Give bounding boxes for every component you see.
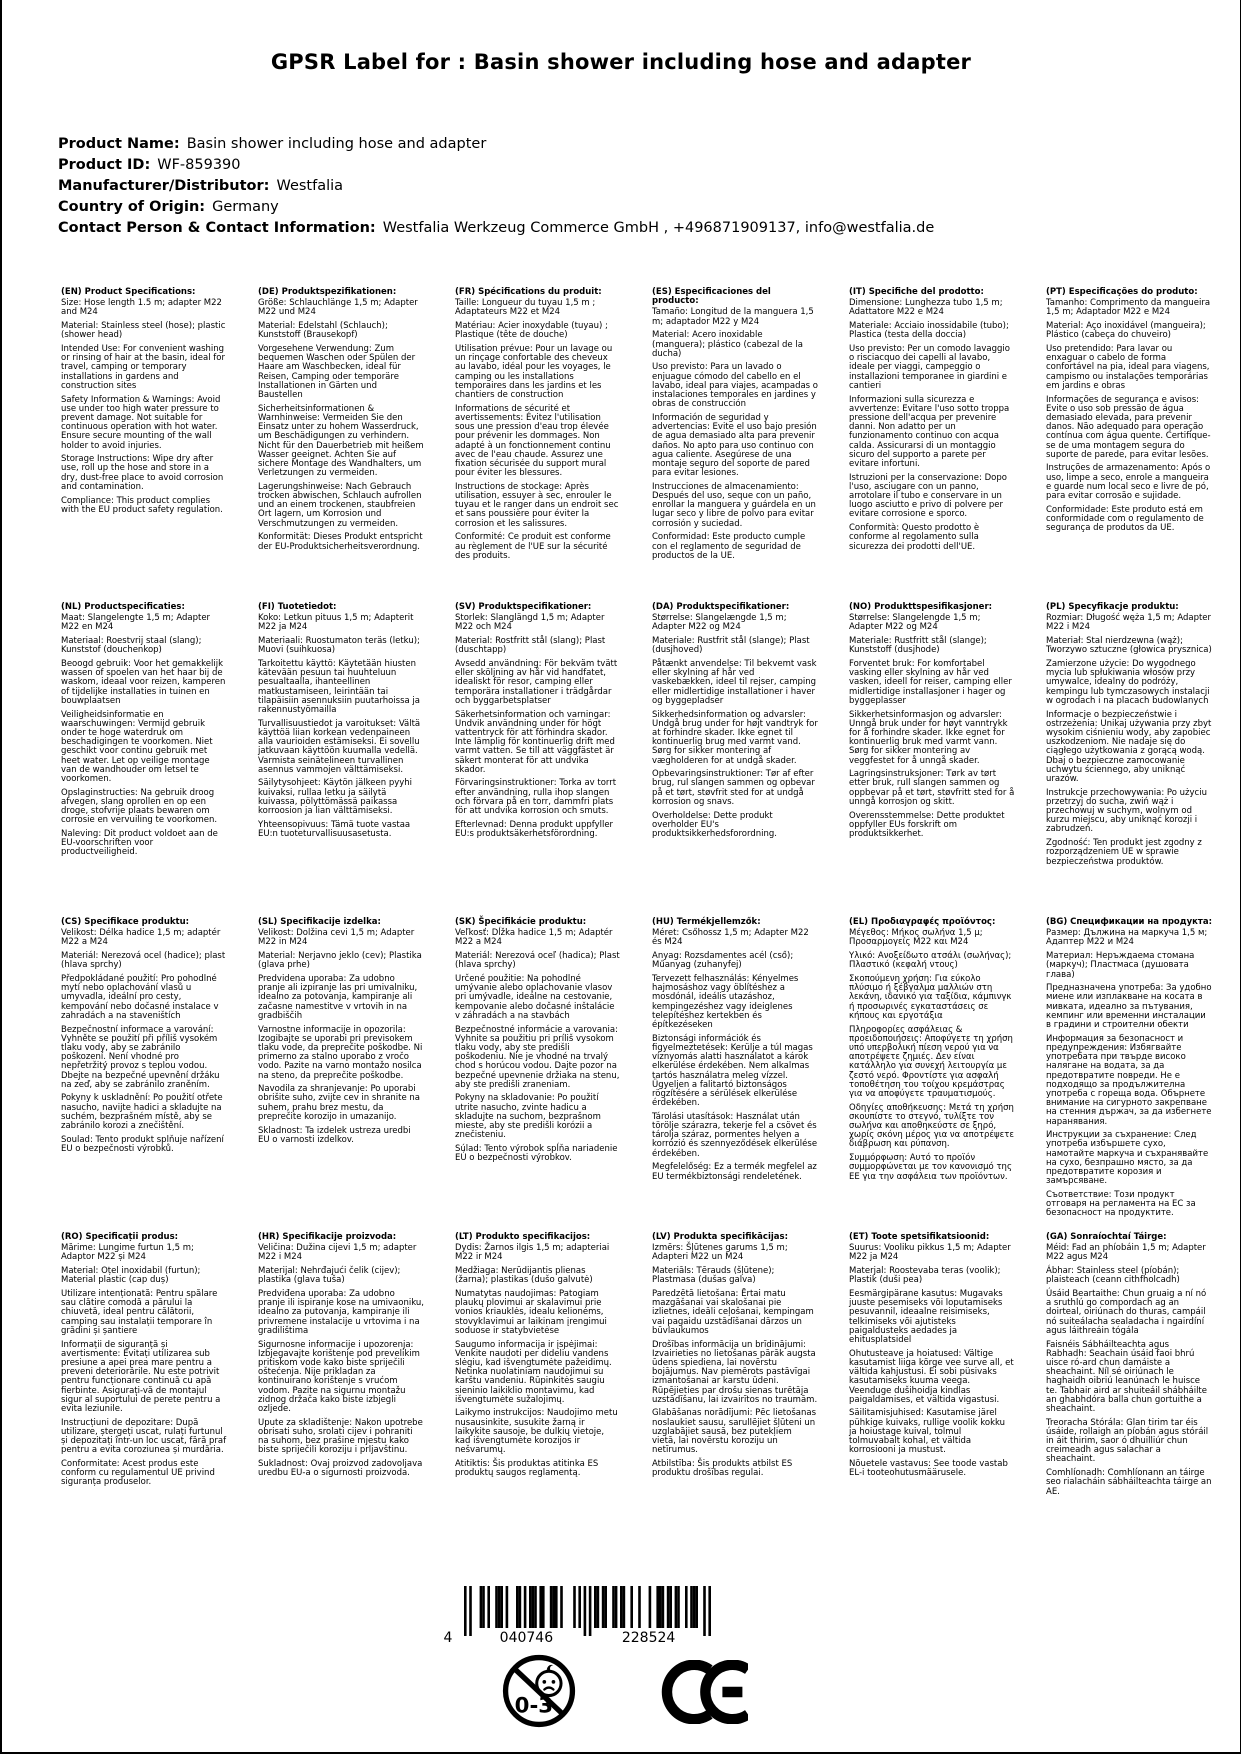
lang-section-cs [61, 918, 227, 1223]
section-paragraph: Comhlíonadh: Comhlíonann an táirge seo rialacháin sábháilteachta táirge an AE. [1046, 1468, 1212, 1497]
section-paragraph: Materjal: Roostevaba teras (voolik); Plastik (duši pea) [849, 1266, 1001, 1286]
section-header: (FR) Spécifications du produit: [455, 287, 602, 297]
section-paragraph: Size: Hose length 1.5 m; adapter M22 and M24 [61, 298, 222, 318]
section-paragraph: Materiale: Rustfrit stål (slange); Plast (dusjhoved) [652, 636, 810, 656]
lang-section-sk [455, 918, 621, 1223]
section-paragraph: Materiaal: Roestvrij staal (slang); Kunststof (douchenkop) [61, 636, 202, 656]
section-paragraph: Medžiaga: Nerūdijantis plienas (žarna); plastikas (dušo galvutė) [455, 1266, 593, 1286]
section-paragraph: Material: Rostfritt stål (slang); Plast (duschtapp) [455, 636, 606, 656]
section-paragraph: Pokyny k uskladnění: Po použití otřete nasucho, navijte hadici a skladujte na suchém, bezprašném místě, aby se zabránilo korozi a znečištění. [61, 1093, 223, 1132]
section-paragraph: Größe: Schlauchlänge 1,5 m; Adapter M22 und M24 [258, 298, 418, 318]
section-header: (LV) Produkta specifikācijas: [652, 1232, 788, 1242]
lang-section-en [61, 288, 227, 565]
section-paragraph: Méid: Fad an phíobáin 1,5 m; Adapter M22 agus M24 [1046, 1243, 1206, 1263]
section-paragraph: Veľkosť: Dĺžka hadice 1,5 m; Adaptér M22 a M24 [455, 928, 613, 948]
section-paragraph: Informacje o bezpieczeństwie i ostrzeżenia: Unikaj używania przy zbyt wysokim ciśnieniu wody, aby zapobiec uszkodzeniom. Nie nadaje się do ciągłego użytkowania z gorącą wodą. Dbaj o bezpieczne zamocowanie uchwytu ściennego, aby uniknąć urazów. [1046, 709, 1212, 784]
section-paragraph: Turvallisuustiedot ja varoitukset: Vältä käyttöä liian korkean vedenpaineen alla vaurioiden estämiseksi. Ei sovellu jatkuvaan käyttöön kuumalla vedellä. Varmista seinätelineen turvallinen asennus vammojen välttämiseksi. [258, 718, 421, 775]
section-paragraph: Rozmiar: Długość węża 1,5 m; Adapter M22 i M24 [1046, 613, 1212, 633]
section-paragraph: Información de seguridad y advertencias: Evite el uso bajo presión de agua demasiado alta para prevenir daños. No apto para uso continuo con agua caliente. Asegúrese de una montaje seguro del soporte de pared para evitar lesiones. [652, 412, 817, 479]
lang-section-fr [455, 288, 621, 565]
lang-section-ro [61, 1233, 227, 1501]
section-paragraph: Υλικό: Ανοξείδωτο ατσάλι (σωλήνας); Πλαστικό (κεφαλή ντους) [849, 951, 1012, 971]
product-info-line [58, 218, 934, 239]
section-header: (DE) Produktspezifikationen: [258, 287, 397, 297]
lang-section-sv [455, 603, 621, 871]
section-paragraph: Предназначена употреба: За удобно миене или изплакване на косата в мивката, идеално за пътувания, кемпинг или временни инсталации в градини и строителни обекти [1046, 983, 1212, 1031]
lang-section-de [258, 288, 424, 565]
section-paragraph: Säilitamisjuhised: Kasutamise järel pühkige kuivaks, rullige voolik kokku ja hoiustage kuival, tolmul tolmuvabalt kohal, et vältida korrosiooni ja mustust. [849, 1408, 1006, 1456]
section-paragraph: Drošības informācija un brīdinājumi: Izvairieties no lietošanas pārāk augsta ūdens spiediena, lai novērstu bojājumus. Nav piemērots pastāvīgai izmantošanai ar karstu ūdeni. Rūpējieties par drošu sienas turētāja uzstādīšanu, lai izvairītos no traumām. [652, 1339, 818, 1405]
section-paragraph: Laikymo instrukcijos: Naudojimo metu nusausinkite, susukite žarną ir laikykite sausoje, be dulkių vietoje, kad išvengtumėte korozijos ir nešvarumų. [455, 1408, 618, 1456]
section-paragraph: Tervezett felhasználás: Kényelmes hajmosáshoz vagy öblítéshez a mosdónál, ideális utazáshoz, kempingezéshez vagy ideiglenes telepítéshez kertekben és építkezéseken [652, 974, 799, 1031]
lang-section-pt [1046, 288, 1212, 565]
section-paragraph: Инструкции за съхранение: След употреба избършете сухо, намотайте маркуча и съхранявайте на сухо, безпрашно място, за да предотвратите корозия и замърсяване. [1046, 1130, 1209, 1187]
section-paragraph: Ábhar: Stainless steel (píobán); plaisteach (ceann cithfholcadh) [1046, 1266, 1180, 1286]
section-paragraph: Материал: Неръждаема стомана (маркуч); Пластмаса (душовата глава) [1046, 951, 1195, 980]
section-paragraph: Bezpečnostné informácie a varovania: Vyhnite sa použitiu pri príliš vysokom tlaku vody, aby ste predišli poškodeniu. Nie je vhodné na trvalý chod s horúcou vodou. Dajte pozor na bezpečné upevnenie držiaka na stenu, aby ste predišli zraneniam. [455, 1024, 620, 1090]
section-header: (BG) Спецификации на продукта: [1046, 917, 1212, 927]
section-header: (SV) Produktspecifikationer: [455, 602, 592, 612]
product-info-line [58, 155, 934, 176]
barcode-bars [438, 1586, 738, 1650]
page-title: GPSR Label for : Basin shower including hose and adapter [270, 50, 972, 74]
section-paragraph: Izmērs: Šļūtenes garums 1,5 m; Adapteri M22 un M24 [652, 1243, 788, 1263]
section-paragraph: Materiał: Stal nierdzewna (wąż); Tworzywo sztuczne (głowica prysznica) [1046, 636, 1212, 656]
section-paragraph: Materiale: Rustfritt stål (slange); Kunststoff (dusjhode) [849, 636, 987, 656]
section-paragraph: Faisnéis Sábháilteachta agus Rabhadh: Seachain úsáid faoi bhrú uisce ró-ard chun damáiste a sheachaint. Níl sé oiriúnach le haghaidh oibriú leanúnach le huisce te. Tabhair aird ar shuiteáil shábháilte an ghabhdóra balla chun gortuithe a sheachaint. [1046, 1339, 1207, 1414]
section-paragraph: Instrucțiuni de depozitare: După utilizare, ștergeți uscat, rulați furtunul și depozitați într-un loc uscat, fără praf pentru a evita coroziunea și murdăria. [61, 1417, 227, 1456]
product-info-label: Manufacturer/Distributor: [58, 178, 270, 194]
section-paragraph: Tamanho: Comprimento da mangueira 1,5 m; Adaptador M22 e M24 [1046, 298, 1211, 318]
lang-section-el [849, 918, 1015, 1223]
section-paragraph: Størrelse: Slangelængde 1,5 m; Adapter M22 og M24 [652, 613, 787, 633]
section-paragraph: Informations de sécurité et avertissements: Évitez l'utilisation sous une pression d'eau trop élevée pour prévenir les dommages. Non adapté à un fonctionnement continu avec de l'eau chaude. Assurez une fixation sécurisée du support mural pour éviter les blessures. [455, 403, 611, 479]
section-paragraph: Informazioni sulla sicurezza e avvertenze: Evitare l'uso sotto troppa pressione dell'acqua per prevenire danni. Non adatto per un funzionamento continuo con acqua calda. Assicurarsi di un montaggio sicuro del supporto a parete per evitare infortuni. [849, 394, 1010, 469]
section-header: (EN) Product Specifications: [61, 287, 196, 297]
lang-section-pl [1046, 603, 1212, 871]
section-paragraph: Glabāšanas norādījumi: Pēc lietošanas noslaukiet sausu, sarullējiet šļūteni un uzglabājiet sausā, bez putekļiem vietā, lai novērstu koroziju un netīrumus. [652, 1408, 817, 1456]
product-info-value: Westfalia Werkzeug Commerce GmbH , +496871909137, info@westfalia.de [382, 220, 935, 236]
section-paragraph: Uso previsto: Para un lavado o enjuague cómodo del cabello en el lavabo, ideal para viajes, acampadas o instalaciones temporales en jardines y obras de construcción [652, 362, 819, 410]
section-paragraph: Veličina: Dužina cijevi 1,5 m; adapter M22 i M24 [258, 1243, 417, 1263]
section-paragraph: Méret: Csőhossz 1,5 m; Adapter M22 és M24 [652, 928, 809, 948]
section-paragraph: Conformité: Ce produit est conforme au règlement de l'UE sur la sécurité des produits. [455, 532, 611, 561]
section-paragraph: Suurus: Vooliku pikkus 1,5 m; Adapter M22 ja M24 [849, 1243, 1011, 1263]
age-warning-label: 0-3 [514, 1693, 554, 1719]
product-info-value: WF-859390 [157, 157, 241, 173]
lang-section-hu [652, 918, 818, 1223]
section-paragraph: Materiaali: Ruostumaton teräs (letku); Muovi (suihkuosa) [258, 636, 420, 656]
age-warning-0-3-icon [501, 1653, 577, 1729]
section-paragraph: Sicherheitsinformationen & Warnhinweise: Vermeiden Sie den Einsatz unter zu hohem Wasserdruck, um Beschädigungen zu verhindern. Nicht für den Dauerbetrieb mit heißem Wasser geeignet. Achten Sie auf sichere Montage des Wandhalters, um Verletzungen zu vermeiden. [258, 403, 424, 479]
section-paragraph: Určené použitie: Na pohodlné umývanie alebo oplachovanie vlasov pri umývadle, ideálne na cestovanie, kempovanie alebo dočasné inštalácie v záhradách a na stavbách [455, 974, 615, 1021]
section-header: (NO) Produkttspesifikasjoner: [849, 602, 993, 612]
lang-section-no [849, 603, 1015, 871]
section-paragraph: Predvidena uporaba: Za udobno pranje ali izpiranje las pri umivalniku, idealno za potovanja, kampiranje ali začasne namestitve v vrtovih in na gradbiščih [258, 974, 418, 1021]
section-paragraph: Opslaginstructies: Na gebruik droog afvegen, slang oprollen en op een droge, stofvrije plaats bewaren om corrosie en vervuiling te voorkomen. [61, 787, 218, 826]
section-paragraph: Material: Oțel inoxidabil (furtun); Material plastic (cap duș) [61, 1266, 201, 1286]
barcode-digits: 4 [443, 1630, 453, 1646]
lang-section-it [849, 288, 1015, 565]
section-paragraph: Materiāls: Tērauds (šļūtene); Plastmasa (dušas galva) [652, 1266, 775, 1286]
section-paragraph: Varnostne informacije in opozorila: Izogibajte se uporabi pri previsokem tlaku vode, da preprečite poškodbe. Ni primerno za stalno uporabo z vročo vodo. Pazite na varno montažo nosilca na steno, da preprečite poškodbe. [258, 1024, 423, 1081]
section-paragraph: Opbevaringsinstruktioner: Tør af efter brug, rul slangen sammen og opbevar på et tørt, støvfrit sted for at undgå korrosion og snavs. [652, 769, 815, 807]
section-header: (GA) Sonraíochtaí Táirge: [1046, 1232, 1167, 1242]
lang-section-sl [258, 918, 424, 1223]
section-header: (LT) Produkto specifikacijos: [455, 1232, 591, 1242]
section-paragraph: Instrukcje przechowywania: Po użyciu przetrzyj do sucha, zwiń wąż i przechowuj w suchym, wolnym od kurzu miejscu, aby uniknąć korozji i zabrudzeń. [1046, 787, 1207, 835]
product-info-label: Country of Origin: [58, 199, 206, 215]
ce-mark-icon [660, 1660, 748, 1724]
section-paragraph: Μέγεθος: Μήκος σωλήνα 1,5 μ; Προσαρμογείς M22 και M24 [849, 928, 983, 948]
lang-section-lt [455, 1233, 621, 1501]
section-paragraph: Safety Information & Warnings: Avoid use under too high water pressure to prevent damage. Not suitable for continuous operation with hot water. Ensure secure mounting of the wall holder to avoid injuries. [61, 394, 221, 451]
section-header: (CS) Specifikace produktu: [61, 917, 190, 927]
section-paragraph: Istruzioni per la conservazione: Dopo l'uso, asciugare con un panno, arrotolare il tubo e conservare in un luogo asciutto e privo di polvere per evitare corrosione e sporco. [849, 472, 1007, 520]
section-paragraph: Upute za skladištenje: Nakon upotrebe obrisati suho, srolati cijev i pohraniti na suhom, bez prašine mjestu kako biste spriječili koroziju i prljavštinu. [258, 1417, 423, 1456]
section-paragraph: Uso pretendido: Para lavar ou enxaguar o cabelo de forma confortável na pia, ideal para viagens, campismo ou instalações temporárias em jardins e obras [1046, 344, 1210, 391]
product-info-value: Westfalia [276, 178, 344, 194]
section-paragraph: Taille: Longueur du tuyau 1,5 m ; Adaptateurs M22 et M24 [455, 298, 596, 318]
product-info-label: Contact Person & Contact Information: [58, 220, 376, 236]
section-paragraph: Material: Edelstahl (Schlauch); Kunststoff (Brausekopf) [258, 321, 388, 341]
ean-barcode [438, 1586, 738, 1650]
section-paragraph: Dydis: Žarnos ilgis 1,5 m; adapteriai M22 ir M24 [455, 1243, 610, 1263]
lang-section-lv [652, 1233, 818, 1501]
section-header: (ES) Especificaciones del producto: [652, 287, 771, 307]
section-paragraph: Úsáid Beartaithe: Chun gruaig a ní nó a sruthlú go compordach ag an doirteal, oiriúnach do thuras, campáil nó suiteálacha sealadacha i ngairdíní agus láithreáin tógála [1046, 1289, 1207, 1336]
section-paragraph: Naleving: Dit product voldoet aan de EU-voorschriften voor productveiligheid. [61, 828, 218, 858]
section-header: (PT) Especificações do produto: [1046, 287, 1198, 297]
section-header: (HR) Specifikacije proizvoda: [258, 1232, 397, 1242]
product-info-value: Germany [212, 199, 279, 215]
section-header: (PL) Specyfikacje produktu: [1046, 602, 1179, 612]
section-paragraph: Förvaringsinstruktioner: Torka av torrt efter användning, rulla ihop slangen och förvara på en torr, dammfri plats för att undvika korrosion och smuts. [455, 778, 617, 817]
section-paragraph: Sikkerhetsinformasjon og advarsler: Unngå bruk under for høyt vanntrykk for å forhindre skader. Ikke egnet for kontinuerlig bruk med varmt vann. Sørg for sikker montering av veggfestet for å unngå skader. [849, 709, 1008, 766]
section-paragraph: Koko: Letkun pituus 1,5 m; Adapterit M22 ja M24 [258, 613, 414, 633]
section-header: (NL) Productspecificaties: [61, 602, 185, 612]
section-paragraph: Uso previsto: Per un comodo lavaggio o risciacquo dei capelli al lavabo, ideale per viaggi, campeggio o installazioni temporanee in giardini e cantieri [849, 344, 1010, 391]
section-paragraph: Velikost: Dolžina cevi 1,5 m; Adapter M22 in M24 [258, 928, 415, 948]
product-info-line [58, 197, 934, 218]
language-sections-row-4 [61, 1233, 1212, 1501]
product-info-line [58, 134, 934, 155]
section-paragraph: Lagerungshinweise: Nach Gebrauch trocken abwischen, Schlauch aufrollen und an einem trockenen, staubfreien Ort lagern, um Korrosion und Verschmutzungen zu vermeiden. [258, 481, 422, 529]
section-paragraph: Paredzētā lietošana: Ērtai matu mazgāšanai vai skalošanai pie izlietnes, ideāli ceļošanai, kempingam vai pagaidu uzstādīšanai dārzos un būvlaukumos [652, 1289, 814, 1336]
section-paragraph: Tarkoitettu käyttö: Käytetään hiusten kätevään pesuun tai huuhteluun pesualtaalla, ihanteellinen matkustamiseen, leirintään tai tilapäisiin asennuksiin puutarhoissa ja rakennustyömailla [258, 659, 421, 716]
section-paragraph: Nõuetele vastavus: See toode vastab EL-i tooteohutusmäärusele. [849, 1458, 1008, 1479]
section-paragraph: Dimensione: Lunghezza tubo 1,5 m; Adattatore M22 e M24 [849, 298, 1003, 318]
section-paragraph: Navodila za shranjevanje: Po uporabi obrišite suho, zvijte cev in shranite na suhem, prahu brez mestu, da preprečite korozijo in umazanijo. [258, 1084, 421, 1122]
section-paragraph: Material: Acero inoxidable (manguera); plástico (cabezal de la ducha) [652, 330, 803, 359]
section-paragraph: Instruções de armazenamento: Após o uso, limpe a seco, enrole a mangueira e guarde num local seco e livre de pó, para evitar corrosão e sujidade. [1046, 463, 1211, 502]
section-paragraph: Materijal: Nehrđajući čelik (cijev); plastika (glava tuša) [258, 1266, 401, 1286]
section-paragraph: Conformità: Questo prodotto è conforme al regolamento sulla sicurezza dei prodotti dell'UE. [849, 523, 980, 552]
section-paragraph: Material: Stainless steel (hose); plastic (shower head) [61, 321, 226, 341]
language-sections-row-3 [61, 918, 1212, 1223]
section-paragraph: Instrucciones de almacenamiento: Después del uso, seque con un paño, enrollar la manguera y guárdela en un lugar seco y libre de polvo para evitar corrosión y suciedad. [652, 481, 816, 529]
section-paragraph: Sukladnost: Ovaj proizvod zadovoljava uredbu EU-a o sigurnosti proizvoda. [258, 1458, 423, 1479]
section-paragraph: Ohutusteave ja hoiatused: Vältige kasutamist liiga kõrge vee surve all, et vältida kahjustusi. Ei sobi püsivaks kasutamiseks kuuma veega. Veenduge dušihoidja kindlas paigaldamises, et vältida vigastusi. [849, 1348, 1014, 1405]
section-paragraph: Velikost: Délka hadice 1,5 m; adaptér M22 a M24 [61, 928, 221, 948]
section-paragraph: Instructions de stockage: Après utilisation, essuyer à sec, enrouler le tuyau et le ranger dans un endroit sec et sans poussière pour éviter la corrosion et les salissures. [455, 481, 619, 529]
section-paragraph: Skladnost: Ta izdelek ustreza uredbi EU o varnosti izdelkov. [258, 1125, 411, 1145]
product-info-label: Product Name: [58, 136, 180, 152]
section-paragraph: Materiál: Nerezová oceľ (hadica); Plast (hlava sprchy) [455, 951, 620, 971]
product-info-value: Basin shower including hose and adapter [186, 136, 487, 152]
section-paragraph: Conformidad: Este producto cumple con el reglamento de seguridad de productos de la UE. [652, 532, 806, 561]
section-paragraph: Storage Instructions: Wipe dry after use, roll up the hose and store in a dry, dust-free place to avoid corrosion and contamination. [61, 454, 224, 492]
section-header: (IT) Specifiche del prodotto: [849, 287, 984, 297]
section-paragraph: Vorgesehene Verwendung: Zum bequemen Waschen oder Spülen der Haare am Waschbecken, ideal für Reisen, Camping oder temporäre Installationen in Gärten und Baustellen [258, 344, 416, 401]
barcode-digits: 040746 [499, 1630, 554, 1646]
section-paragraph: Conformidade: Este produto está em conformidade com o regulamento de segurança de produtos da UE. [1046, 504, 1204, 534]
section-paragraph: Forventet bruk: For komfortabel vasking eller skylning av hår ved vasken, ideell for reiser, camping eller midlertidige installasjoner i hager og byggeplasser [849, 659, 1012, 706]
product-info-line [58, 176, 934, 197]
section-paragraph: Treoracha Stórála: Glan tirim tar éis úsáide, rollaigh an píobán agus stóráil in áit thirim, saor ó dhuilliúr chun creimeadh agus salachar a sheachaint. [1046, 1417, 1209, 1465]
section-paragraph: Размер: Дължина на маркуча 1,5 м; Адаптер M22 и M24 [1046, 928, 1208, 948]
section-paragraph: Informații de siguranță și avertismente: Evitați utilizarea sub presiune a apei prea mare pentru a preveni deteriorările. Nu este potrivit pentru funcționare continuă cu apă fierbinte. Asigurați-vă de montajul sigur al suportului de perete pentru a evita leziunile. [61, 1339, 221, 1414]
barcode-digits: 228524 [621, 1630, 676, 1646]
section-paragraph: Biztonsági információk és figyelmeztetések: Kerülje a túl magas víznyomás alatti használatot a károk elkerülése érdekében. Nem alkalmas tartós használatra meleg vízzel. Ügyeljen a falitartó biztonságos rögzítésére a sérülések elkerülése érdekében. [652, 1033, 813, 1109]
section-paragraph: Informações de segurança e avisos: Evite o uso sob pressão de água demasiado elevada, para prevenir danos. Não adequado para operação contínua com água quente. Certifique-se de uma montagem segura do suporte de parede, para evitar lesões. [1046, 394, 1211, 460]
lang-section-ga [1046, 1233, 1212, 1501]
section-paragraph: Tamaño: Longitud de la manguera 1,5 m; adaptador M22 y M24 [652, 307, 814, 327]
section-paragraph: Avsedd användning: För bekväm tvätt eller sköljning av hår vid handfatet, idealiskt för resor, camping eller temporära installationer i trädgårdar och byggarbetsplatser [455, 659, 618, 706]
language-sections-row-1 [61, 288, 1212, 565]
lang-section-bg [1046, 918, 1212, 1223]
section-paragraph: Matériau: Acier inoxydable (tuyau) ; Plastique (tête de douche) [455, 321, 608, 341]
section-paragraph: Информация за безопасност и предупреждения: Избягвайте употребата при твърде високо налягане на водата, за да предотвратите повреди. Не е подходящо за продължителна употреба с гореща вода. Обърнете внимание на сигурното закрепване на стенния държач, за да избегнете наранявания. [1046, 1033, 1212, 1127]
section-paragraph: Οδηγίες αποθήκευσης: Μετά τη χρήση σκουπίστε το στεγνό, τυλίξτε τον σωλήνα και αποθηκεύστε σε ξηρό, χωρίς σκόνη μέρος για να αποτρέψετε διάβρωση και ρύπανση. [849, 1102, 1014, 1150]
section-paragraph: Σκοπούμενη χρήση: Για εύκολο πλύσιμο ή ξέβγαλμα μαλλιών στη λεκάνη, ιδανικό για ταξίδια, κάμπινγκ ή προσωρινές εγκαταστάσεις σε κήπους και εργοτάξια [849, 974, 1012, 1021]
section-paragraph: Påtænkt anvendelse: Til bekvemt vask eller skylning af hår ved vaskebækken, ideel til rejser, camping eller midlertidige installationer i haver og byggepladser [652, 659, 817, 706]
section-paragraph: Maat: Slangelengte 1,5 m; Adapter M22 en M24 [61, 613, 211, 633]
section-paragraph: Mărime: Lungime furtun 1,5 m; Adaptor M22 și M24 [61, 1243, 194, 1263]
lang-section-hr [258, 1233, 424, 1501]
product-info-label: Product ID: [58, 157, 151, 173]
section-paragraph: Utilisation prévue: Pour un lavage ou un rinçage confortable des cheveux au lavabo, idéal pour les voyages, le camping ou les installations temporaires dans les jardins et les chantiers de construction [455, 344, 613, 401]
section-paragraph: Συμμόρφωση: Αυτό το προϊόν συμμορφώνεται με τον κανονισμό της ΕΕ για την ασφάλεια των προϊόντων. [849, 1153, 1012, 1182]
section-header: (RO) Specificații produs: [61, 1232, 179, 1242]
section-paragraph: Lagringsinstruksjoner: Tørk av tørt etter bruk, rull slangen sammen og oppbevar på et tørt, støvfritt sted for å unngå korrosjon og skitt. [849, 769, 1015, 807]
section-paragraph: Megfelelőség: Ez a termék megfelel az EU termékbiztonsági rendeletének. [652, 1162, 817, 1182]
section-paragraph: Předpokládané použití: Pro pohodlné mytí nebo oplachování vlasů u umyvadla, ideální pro cesty, kempování nebo dočasné instalace v zahradách a na staveništích [61, 974, 219, 1021]
section-paragraph: Størrelse: Slangelengde 1,5 m; Adapter M22 og M24 [849, 613, 981, 633]
lang-section-et [849, 1233, 1015, 1501]
section-paragraph: Zgodność: Ten produkt jest zgodny z rozporządzeniem UE w sprawie bezpieczeństwa produktów. [1046, 838, 1202, 867]
section-paragraph: Beoogd gebruik: Voor het gemakkelijk wassen of spoelen van het haar bij de waskom, ideaal voor reizen, kamperen of tijdelijke installaties in tuinen en bouwplaatsen [61, 659, 226, 706]
section-paragraph: Tárolási utasítások: Használat után törölje szárazra, tekerje fel a csövet és tárolja száraz, pormentes helyen a korrózió és szennyeződések elkerülése érdekében. [652, 1111, 818, 1159]
section-header: (SL) Specifikacije izdelka: [258, 917, 381, 927]
section-paragraph: Predviđena uporaba: Za udobno pranje ili ispiranje kose na umivaoniku, idealno za putovanja, kampiranje ili privremene instalacije u vrtovima i na gradilištima [258, 1289, 424, 1336]
section-paragraph: Intended Use: For convenient washing or rinsing of hair at the basin, ideal for travel, camping or temporary installations in gardens and construction sites [61, 344, 225, 391]
section-paragraph: Material: Aço inoxidável (mangueira); Plástico (cabeça do chuveiro) [1046, 321, 1206, 341]
section-header: (SK) Špecifikácie produktu: [455, 917, 587, 927]
lang-section-da [652, 603, 818, 871]
section-paragraph: Overholdelse: Dette produkt overholder EU's produktsikkerhedsforordning. [652, 810, 777, 839]
section-paragraph: Eesmärgipärane kasutus: Mugavaks juuste pesemiseks või loputamiseks pesuvannil, ideaalne reisimiseks, telkimiseks või ajutisteks paigaldusteks aedades ja ehitusplatsidel [849, 1289, 1003, 1346]
section-paragraph: Съответствие: Този продукт отговаря на регламента на ЕС за безопасност на продуктите. [1046, 1189, 1196, 1219]
product-info [58, 134, 934, 239]
section-header: (ET) Toote spetsifikatsioonid: [849, 1232, 990, 1242]
section-paragraph: Atbilstība: Šis produkts atbilst ES produktu drošības regulai. [652, 1458, 793, 1479]
section-paragraph: Sigurnosne informacije i upozorenja: Izbjegavajte korištenje pod prevelikim pritiskom vode kako biste spriječili oštećenja. Nije prikladan za kontinuirano korištenje s vrućom vodom. Pazite na sigurnu montažu zidnog držača kako biste izbjegli ozljede. [258, 1339, 420, 1414]
section-paragraph: Sikkerhedsinformation og advarsler: Undgå brug under for højt vandtryk for at forhindre skader. Ikke egnet til kontinuerlig brug med varmt vand. Sørg for sikker montering af vægholderen for at undgå skader. [652, 709, 818, 766]
section-header: (EL) Προδιαγραφές προϊόντος: [849, 917, 996, 927]
lang-section-es [652, 288, 818, 565]
section-paragraph: Overensstemmelse: Dette produktet oppfyller EUs forskrift om produktsikkerhet. [849, 810, 1005, 839]
section-paragraph: Yhteensopivuus: Tämä tuote vastaa EU:n tuoteturvallisuusasetusta. [258, 819, 411, 839]
section-paragraph: Material: Nerjavno jeklo (cev); Plastika (glava prhe) [258, 951, 422, 971]
section-paragraph: Storlek: Slanglängd 1,5 m; Adapter M22 och M24 [455, 613, 605, 633]
section-paragraph: Säkerhetsinformation och varningar: Undvik användning under för högt vattentryck för att förhindra skador. Inte lämplig för kontinuerlig drift med varmt vatten. Se till att väggfästet är säkert monterat för att undvika skador. [455, 709, 615, 775]
section-paragraph: Veiligheidsinformatie en waarschuwingen: Vermijd gebruik onder te hoge waterdruk om beschadigingen te voorkomen. Niet geschikt voor continu gebruik met heet water. Let op veilige montage van de wandhouder om letsel te voorkomen. [61, 709, 213, 784]
language-sections-row-2 [61, 603, 1212, 871]
section-paragraph: Materiál: Nerezová ocel (hadice); plast (hlava sprchy) [61, 951, 226, 971]
section-paragraph: Zamierzone użycie: Do wygodnego mycia lub spłukiwania włosów przy umywalce, idealny do podróży, kempingu lub tymczasowych instalacji w ogrodach i na placach budowlanych [1046, 659, 1210, 706]
lang-section-fi [258, 603, 424, 871]
section-paragraph: Soulad: Tento produkt splňuje nařízení EU o bezpečnosti výrobků. [61, 1134, 224, 1154]
section-paragraph: Πληροφορίες ασφάλειας & προειδοποιήσεις: Αποφύγετε τη χρήση υπό υπερβολική πίεση νερού για να αποτρέψετε ζημιές. Δεν είναι κατάλληλο για συνεχή λειτουργία με ζεστό νερό. Φροντίστε για ασφαλή τοποθέτηση του τοίχου κρεμάστρας για να αποφύγετε τραυματισμούς. [849, 1024, 1013, 1099]
section-paragraph: Säilytysohjeet: Käytön jälkeen pyyhi kuivaksi, rullaa letku ja säilytä kuivassa, pölyttömässä paikassa korroosion ja lian välttämiseksi. [258, 778, 413, 817]
section-paragraph: Utilizare intenționată: Pentru spălare sau clătire comodă a părului la chiuvetă, ideal pentru călătorii, camping sau instalații temporare în grădini și șantiere [61, 1289, 218, 1336]
section-header: (FI) Tuotetiedot: [258, 602, 337, 612]
section-paragraph: Súlad: Tento výrobok spĺňa nariadenie EÚ o bezpečnosti výrobkov. [455, 1143, 618, 1164]
section-paragraph: Efterlevnad: Denna produkt uppfyller EU:s produktsäkerhetsförordning. [455, 819, 614, 839]
section-paragraph: Materiale: Acciaio inossidabile (tubo); Plastica (testa della doccia) [849, 321, 1009, 341]
lang-section-nl [61, 603, 227, 871]
section-paragraph: Compliance: This product complies with the EU product safety regulation. [61, 495, 223, 515]
section-header: (DA) Produktspecifikationer: [652, 602, 790, 612]
section-paragraph: Anyag: Rozsdamentes acél (cső); Műanyag (zuhanyfej) [652, 951, 794, 971]
section-paragraph: Bezpečnostní informace a varování: Vyhněte se použití při příliš vysokém tlaku vody, aby se zabránilo poškození. Není vhodné pro nepřetržitý provoz s teplou vodou. Dbejte na bezpečné upevnění držáku na zeď, aby se zabránilo zraněním. [61, 1024, 220, 1090]
section-paragraph: Pokyny na skladovanie: Po použití utrite nasucho, zvinte hadicu a skladujte na suchom, bezprašnom mieste, aby ste predišli korózii a znečisteniu. [455, 1093, 601, 1141]
section-header: (HU) Termékjellemzők: [652, 917, 761, 927]
section-paragraph: Konformität: Dieses Produkt entspricht der EU-Produktsicherheitsverordnung. [258, 532, 423, 552]
section-paragraph: Atitiktis: Šis produktas atitinka ES produktų saugos reglamentą. [455, 1458, 599, 1479]
section-paragraph: Saugumo informacija ir įspėjimai: Venkite naudoti per dideliu vandens slėgiu, kad išvengtumėte pažeidimų. Netinka nuolatiniam naudojimui su karštu vandeniu. Rūpinkitės saugiu sieninio laikiklio montavimu, kad išvengtumėte sužalojimų. [455, 1339, 612, 1405]
section-paragraph: Conformitate: Acest produs este conform cu regulamentul UE privind siguranța produselor. [61, 1458, 215, 1488]
section-paragraph: Numatytas naudojimas: Patogiam plaukų plovimui ar skalavimui prie vonios kriauklės, idealu kelionėms, stovyklavimui ar laikinam įrengimui soduose ir statybvietėse [455, 1289, 607, 1336]
